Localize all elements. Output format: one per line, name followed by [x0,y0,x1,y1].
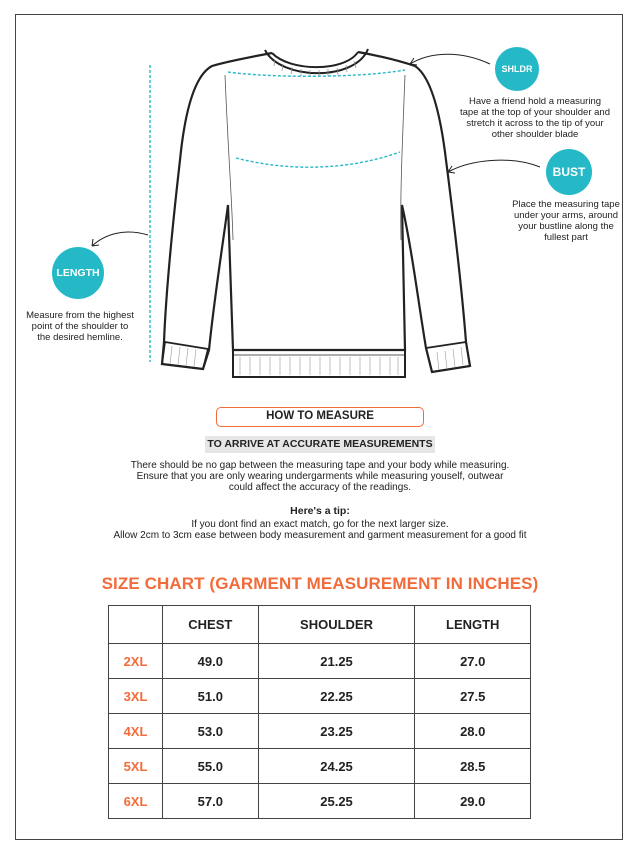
length-badge: LENGTH [52,247,104,299]
shoulder-cell: 22.25 [258,679,415,714]
shoulder-cell: 24.25 [258,749,415,784]
sweatshirt-outline [162,52,470,372]
size-cell: 3XL [109,679,163,714]
right-cuff [426,342,470,372]
table-row [109,714,531,749]
table-row [109,644,531,679]
chest-cell: 51.0 [163,679,259,714]
size-chart-title: SIZE CHART (GARMENT MEASUREMENT IN INCHES) [101,574,539,593]
table-header-shoulder: SHOULDER [258,606,415,644]
bust-badge: BUST [546,149,592,195]
size-cell: 6XL [109,784,163,819]
size-cell: 2XL [109,644,163,679]
bust-note: Place the measuring tape under your arms, around your bustline along the fullest part [512,199,620,243]
measuring-paragraph: There should be no gap between the measuring tape and your body while measuring. Ensure that you are only wearing undergarments while measuring youself, outwear could affect the accuracy of the readings. [130,460,510,493]
shoulder-arrow [410,54,490,64]
chest-cell: 55.0 [163,749,259,784]
hem-rib-lines [240,357,398,375]
table-header-chest: CHEST [163,606,259,644]
bust-measure-line [236,152,400,167]
table-row [109,749,531,784]
how-to-measure-heading: HOW TO MEASURE [216,407,424,427]
neck-collar [265,49,368,73]
chest-cell: 53.0 [163,714,259,749]
tip-title: Here's a tip: [290,505,350,517]
bust-arrow [448,160,540,172]
chest-cell: 57.0 [163,784,259,819]
table-header-row [109,606,531,644]
length-arrow [92,232,148,246]
length-cell: 28.5 [415,749,531,784]
size-cell: 5XL [109,749,163,784]
left-cuff [162,342,208,369]
table-row [109,679,531,714]
size-cell: 4XL [109,714,163,749]
length-cell: 29.0 [415,784,531,819]
table-row [109,784,531,819]
table-header-length: LENGTH [415,606,531,644]
shoulder-note: Have a friend hold a measuring tape at the top of your shoulder and stretch it across to the tip of your other shoulder blade [460,96,610,140]
shoulder-cell: 23.25 [258,714,415,749]
shoulder-cell: 21.25 [258,644,415,679]
chest-cell: 49.0 [163,644,259,679]
length-cell: 27.0 [415,644,531,679]
length-note: Measure from the highest point of the shoulder to the desired hemline. [26,310,134,343]
accurate-measurements-subheading: TO ARRIVE AT ACCURATE MEASUREMENTS [205,436,435,453]
table-header-size [109,606,163,644]
size-chart-table [108,605,531,819]
length-cell: 28.0 [415,714,531,749]
hem-band [233,350,405,377]
tip-text: If you dont find an exact match, go for the next larger size. Allow 2cm to 3cm ease between body measurement and garment measurement for a good fit [113,519,527,541]
length-cell: 27.5 [415,679,531,714]
shoulder-cell: 25.25 [258,784,415,819]
shoulder-badge: SHLDR [495,47,539,91]
